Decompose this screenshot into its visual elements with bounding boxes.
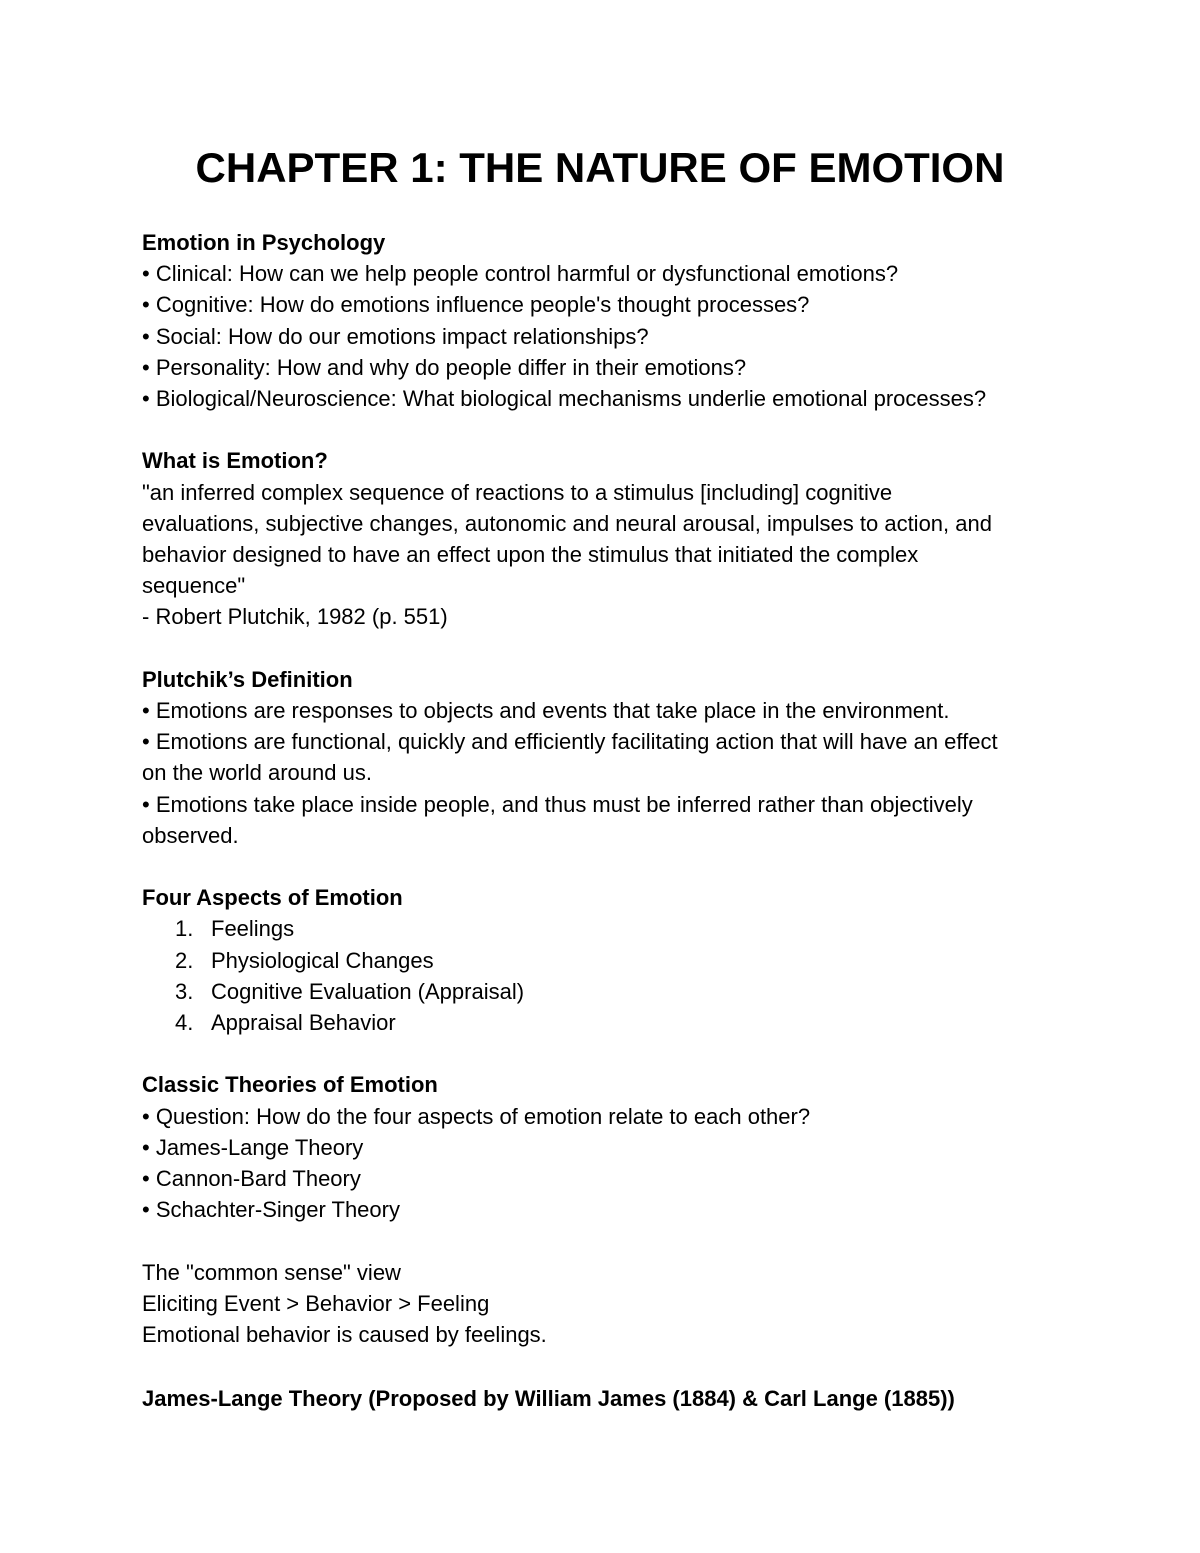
bullet-item: • Biological/Neuroscience: What biological mechanisms underlie emotional processes? — [142, 386, 987, 412]
list-item-text: Feelings — [211, 916, 295, 942]
list-item-text: Cognitive Evaluation (Appraisal) — [211, 978, 525, 1004]
section-plutchik-definition — [142, 664, 1072, 851]
chapter-title: CHAPTER 1: THE NATURE OF EMOTION — [195, 144, 1005, 191]
list-item-text: Physiological Changes — [211, 947, 434, 973]
text-line: Emotional behavior is caused by feelings. — [142, 1322, 547, 1348]
document-body — [142, 227, 1072, 1415]
spacer — [142, 414, 1072, 445]
bullet-item: • Cognitive: How do emotions influence people's thought processes? — [142, 292, 810, 318]
list-item — [142, 976, 1072, 1007]
section-heading: Plutchik’s Definition — [142, 666, 353, 692]
list-item — [142, 1007, 1072, 1038]
quote-line: "an inferred complex sequence of reactions to a stimulus [including] cognitive — [142, 479, 893, 505]
bullet-item: • Question: How do the four aspects of emotion relate to each other? — [142, 1103, 811, 1129]
section-common-sense-view — [142, 1257, 1072, 1351]
bullet-item: • Social: How do our emotions impact relationships? — [142, 323, 649, 349]
section-heading-james-lange: James-Lange Theory (Proposed by William James (1884) & Carl Lange (1885)) — [142, 1386, 955, 1412]
list-number: 4. — [175, 1010, 194, 1036]
section-heading: Emotion in Psychology — [142, 230, 386, 255]
text-line: The "common sense" view — [142, 1259, 401, 1285]
section-heading: What is Emotion? — [142, 448, 328, 474]
spacer — [142, 1038, 1072, 1069]
bullet-item: • Schachter-Singer Theory — [142, 1197, 400, 1223]
section-what-is-emotion — [142, 445, 1072, 632]
spacer — [142, 633, 1072, 664]
bullet-item: • James-Lange Theory — [142, 1134, 364, 1160]
bullet-item: • Personality: How and why do people differ in their emotions? — [142, 354, 747, 380]
quote-line: behavior designed to have an effect upon the stimulus that initiated the complex — [142, 542, 919, 568]
quote-line: evaluations, subjective changes, autonomic and neural arousal, impulses to action, and — [142, 510, 992, 536]
definition-line: on the world around us. — [142, 760, 372, 786]
numbered-list — [142, 913, 1072, 1038]
list-number: 3. — [175, 978, 194, 1004]
quote-line: sequence" — [142, 573, 246, 599]
definition-line: • Emotions take place inside people, and thus must be inferred rather than objectively — [142, 791, 973, 817]
definition-line: • Emotions are responses to objects and events that take place in the environment. — [142, 698, 950, 724]
text-line: Eliciting Event > Behavior > Feeling — [142, 1290, 490, 1316]
section-heading: Four Aspects of Emotion — [142, 885, 403, 911]
section-four-aspects — [142, 882, 1072, 1038]
section-classic-theories — [142, 1069, 1072, 1225]
list-item-text: Appraisal Behavior — [211, 1010, 396, 1036]
list-number: 2. — [175, 947, 194, 973]
spacer — [142, 851, 1072, 882]
definition-line: observed. — [142, 822, 239, 848]
list-number: 1. — [175, 916, 194, 942]
quote-attribution: - Robert Plutchik, 1982 (p. 551) — [142, 604, 448, 630]
section-emotion-in-psychology — [142, 227, 1072, 414]
spacer — [142, 1350, 1072, 1381]
definition-line: • Emotions are functional, quickly and efficiently facilitating action that will have an effect — [142, 729, 998, 755]
bullet-item: • Cannon-Bard Theory — [142, 1166, 361, 1192]
spacer — [142, 1225, 1072, 1256]
section-heading: Classic Theories of Emotion — [142, 1072, 438, 1098]
list-item — [142, 913, 1072, 944]
list-item — [142, 945, 1072, 976]
bullet-item: • Clinical: How can we help people control harmful or dysfunctional emotions? — [142, 261, 899, 287]
